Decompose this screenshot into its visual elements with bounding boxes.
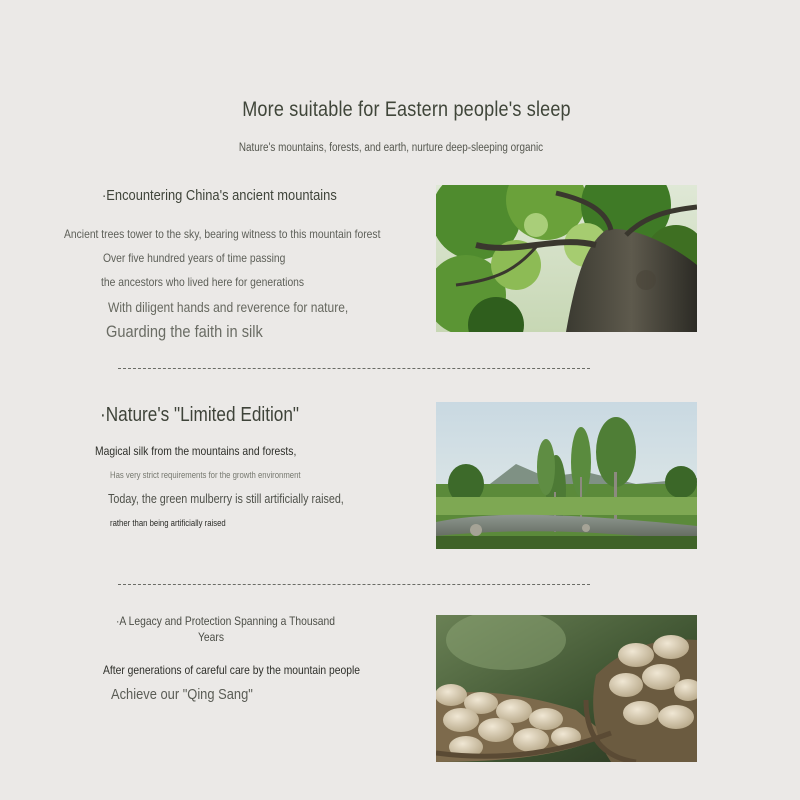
section2-line-3: Today, the green mulberry is still artificially raised, bbox=[108, 492, 344, 506]
section3-line-2: Achieve our "Qing Sang" bbox=[111, 686, 253, 703]
silk-cocoons-basket-photo bbox=[436, 615, 697, 762]
section2-line-4: rather than being artificially raised bbox=[110, 518, 226, 528]
section3-line-1: After generations of careful care by the mountain people bbox=[103, 663, 361, 677]
section2-line-2: Has very strict requirements for the growth environment bbox=[110, 470, 301, 480]
section2-heading: ·Nature's "Limited Edition" bbox=[100, 404, 300, 426]
section1-line-1: Ancient trees tower to the sky, bearing witness to this mountain forest bbox=[64, 227, 381, 241]
section1-line-3: the ancestors who lived here for generations bbox=[101, 275, 305, 289]
section1-line-5: Guarding the faith in silk bbox=[106, 322, 263, 341]
section-divider-2 bbox=[118, 584, 590, 585]
mulberry-field-photo bbox=[436, 402, 697, 549]
section-divider-1 bbox=[118, 368, 590, 369]
section1-heading: ·Encountering China's ancient mountains bbox=[102, 187, 337, 204]
page-title: More suitable for Eastern people's sleep bbox=[242, 98, 571, 121]
page-subtitle: Nature's mountains, forests, and earth, nurture deep-sleeping organic bbox=[238, 142, 544, 154]
ancient-tree-photo bbox=[436, 185, 697, 332]
section3-heading-line-1: ·A Legacy and Protection Spanning a Thousand bbox=[116, 614, 335, 628]
section1-line-2: Over five hundred years of time passing bbox=[103, 251, 286, 265]
section1-line-4: With diligent hands and reverence for nature, bbox=[108, 299, 349, 315]
section2-line-1: Magical silk from the mountains and forests, bbox=[95, 444, 297, 458]
section3-heading-line-2: Years bbox=[198, 630, 225, 644]
